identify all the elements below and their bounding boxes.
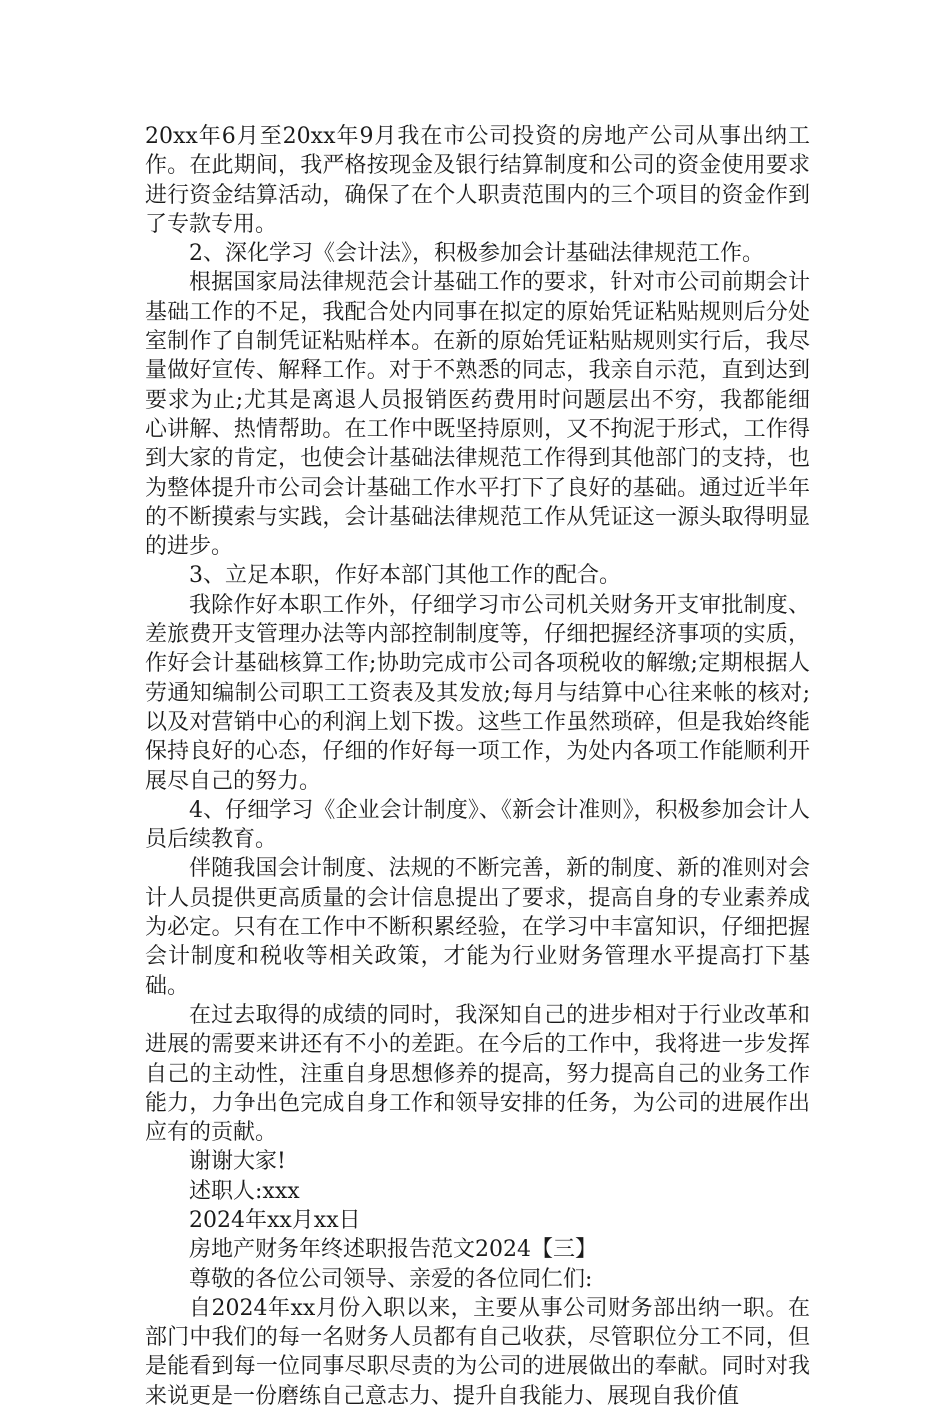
section-heading: 3、立足本职，作好本部门其他工作的配合。 [189,563,621,589]
paragraph: 我除作好本职工作外，仔细学习市公司机关财务开支审批制度、差旅费开支管理办法等内部控制制度等，仔细把握经济事项的实质，作好会计基础核算工作;协助完成市公司各项税收的解缴;定期根据人劳通知编制公司职工工资表及其发放;每月与结算中心往来帐的核对;以及对营销中心的利润上划下拨。这些工作虽然琐碎，但是我始终能保持良好的心态，仔细的作好每一项工作，为处内各项工作能顺利开展尽自己的努力。 [145,592,810,794]
document-body [145,122,810,1411]
salutation: 尊敬的各位公司领导、亲爱的各位同仁们: [189,1266,593,1292]
signature-name: 述职人:xxx [189,1178,300,1204]
section-heading: 2、深化学习《会计法》，积极参加会计基础法律规范工作。 [189,241,764,267]
paragraph: 根据国家局法律规范会计基础工作的要求，针对市公司前期会计基础工作的不足，我配合处内同事在拟定的原始凭证粘贴规则后分处室制作了自制凭证粘贴样本。在新的原始凭证粘贴规则实行后，我尽量做好宣传、解释工作。对于不熟悉的同志，我亲自示范，直到达到要求为止;尤其是离退人员报销医药费用时问题层出不穷，我都能细心讲解、热情帮助。在工作中既坚持原则，又不拘泥于形式，工作得到大家的肯定，也使会计基础法律规范工作得到其他部门的支持，也为整体提升市公司会计基础工作水平打下了良好的基础。通过近半年的不断摸索与实践，会计基础法律规范工作从凭证这一源头取得明显的进步。 [145,270,810,560]
paragraph: 20xx年6月至20xx年9月我在市公司投资的房地产公司从事出纳工作。在此期间，我严格按现金及银行结算制度和公司的资金使用要求进行资金结算活动，确保了在个人职责范围内的三个项目的资金作到了专款专用。 [145,124,810,237]
signature-date: 2024年xx月xx日 [189,1207,361,1233]
paragraph: 伴随我国会计制度、法规的不断完善，新的制度、新的准则对会计人员提供更高质量的会计信息提出了要求，提高自身的专业素养成为必定。只有在工作中不断积累经验，在学习中丰富知识，仔细把握会计制度和税收等相关政策，才能为行业财务管理水平提高打下基础。 [145,856,810,999]
paragraph: 自2024年xx月份入职以来，主要从事公司财务部出纳一职。在部门中我们的每一名财务人员都有自己收获，尽管职位分工不同，但是能看到每一位同事尽职尽责的为公司的进展做出的奉献。同时对我来说更是一份磨练自己意志力、提升自我能力、展现自我价值 [145,1295,810,1409]
document-title: 房地产财务年终述职报告范文2024【三】 [189,1237,597,1263]
paragraph: 在过去取得的成绩的同时，我深知自己的进步相对于行业改革和进展的需要来讲还有不小的差距。在今后的工作中，我将进一步发挥自己的主动性，注重自身思想修养的提高，努力提高自己的业务工作能力，力争出色完成自身工作和领导安排的任务，为公司的进展作出应有的贡献。 [145,1002,810,1146]
section-heading: 4、仔细学习《企业会计制度》、《新会计准则》，积极参加会计人员后续教育。 [145,797,810,853]
closing-thanks: 谢谢大家! [189,1149,286,1175]
